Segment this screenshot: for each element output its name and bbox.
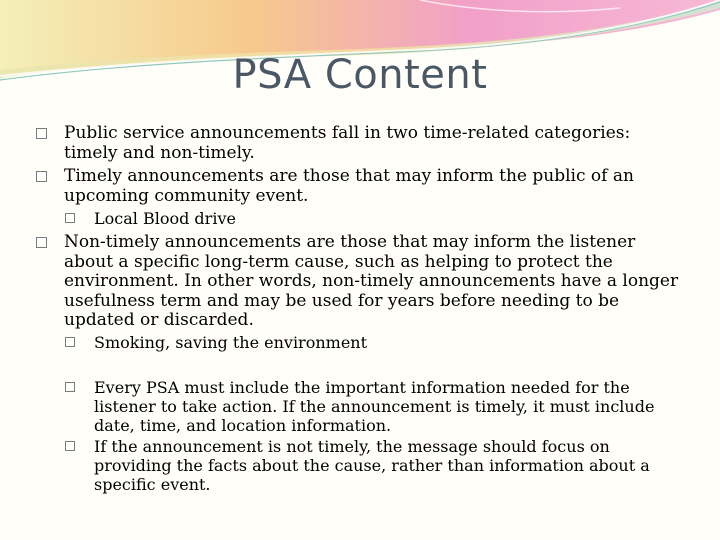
bullet-icon bbox=[36, 237, 47, 248]
bullet-icon bbox=[65, 213, 75, 223]
sub-bullet-item bbox=[65, 437, 675, 494]
bullet-icon bbox=[65, 441, 75, 451]
bullet-item bbox=[36, 124, 656, 163]
bullet-text: Public service announcements fall in two time-related categories: timely and non-timely. bbox=[64, 123, 631, 163]
bullet-text: Non-timely announcements are those that may inform the listener about a specific long-term cause, such as helping to protect the environment. In other words, non-timely announcements have a longer usefulness term and may be used for years before needing to be updated or discarded. bbox=[64, 232, 679, 330]
sub-bullet-item bbox=[65, 378, 675, 435]
bullet-text: Timely announcements are those that may inform the public of an upcoming community event. bbox=[64, 166, 634, 206]
bullet-text: Every PSA must include the important information needed for the listener to take action. If the announcement is timely, it must include date, time, and location information. bbox=[94, 378, 655, 435]
sub-bullet-item bbox=[65, 333, 565, 353]
bullet-icon bbox=[36, 171, 47, 182]
bullet-item bbox=[36, 233, 686, 331]
bullet-icon bbox=[65, 382, 75, 392]
bullet-item bbox=[36, 167, 656, 206]
page-title: PSA Content bbox=[232, 52, 488, 98]
bullet-text: If the announcement is not timely, the message should focus on providing the facts about the cause, rather than information about a specific event. bbox=[94, 437, 650, 494]
bullet-text: Local Blood drive bbox=[94, 209, 236, 228]
bullet-icon bbox=[36, 128, 47, 139]
bullet-text: Smoking, saving the environment bbox=[94, 333, 368, 352]
bullet-icon bbox=[65, 337, 75, 347]
sub-bullet-item bbox=[65, 209, 465, 229]
